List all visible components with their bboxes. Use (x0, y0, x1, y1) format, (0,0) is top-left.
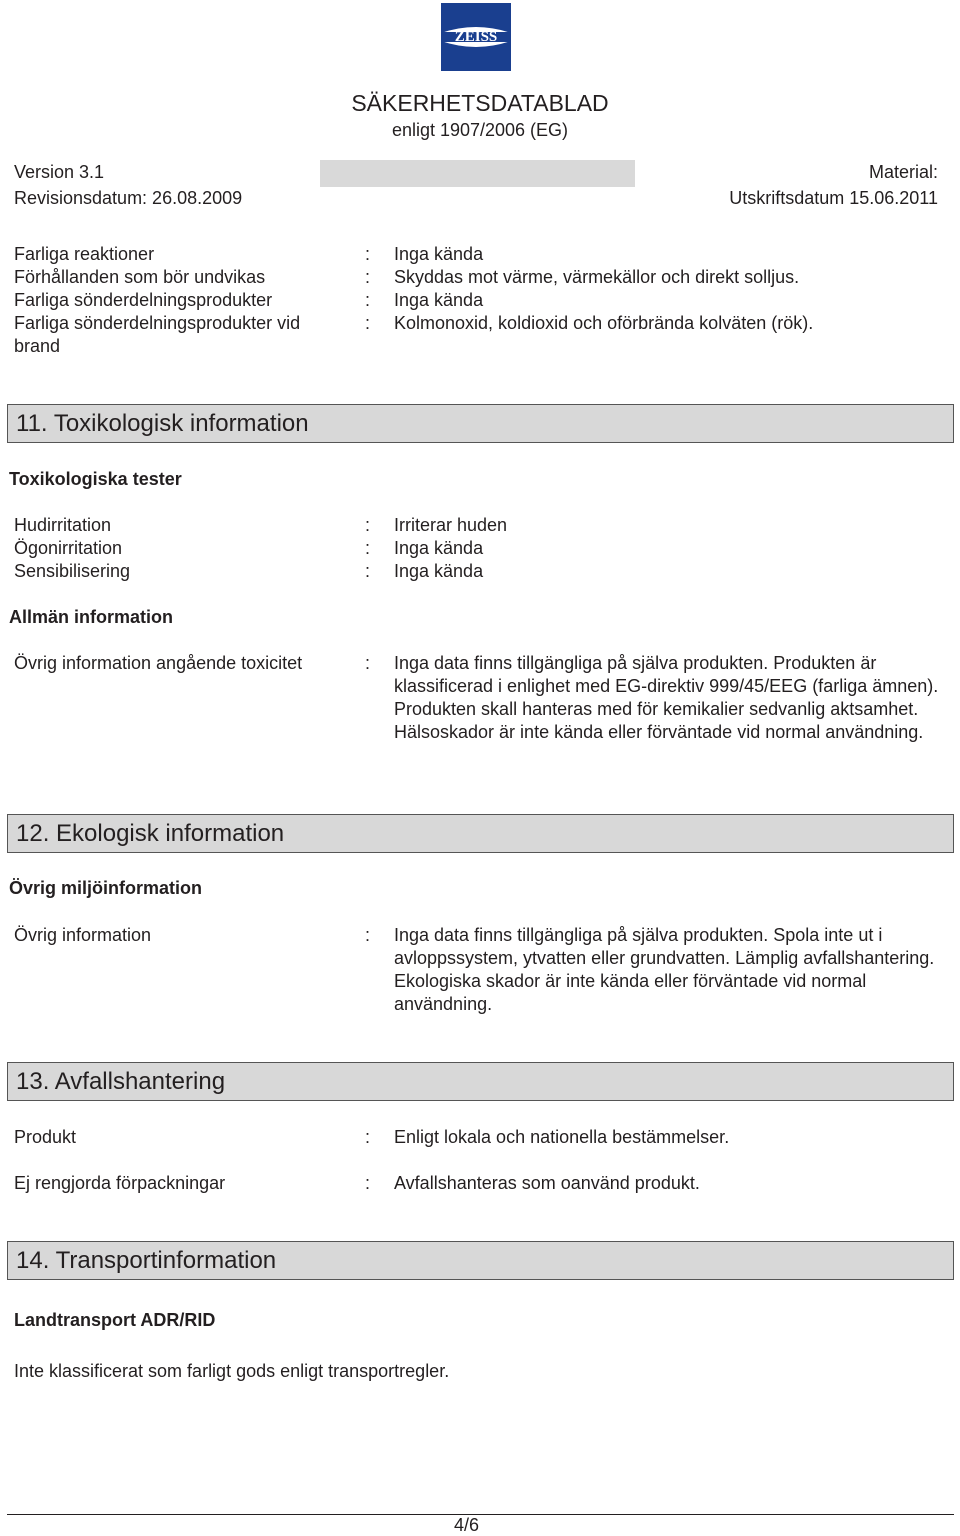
row-colon: : (365, 925, 371, 945)
subheading-tox-tests: Toxikologiska tester (9, 469, 182, 489)
row-label: Farliga sönderdelningsprodukter vid brand (14, 313, 301, 356)
row-colon: : (365, 561, 371, 581)
row-value: Inga data finns tillgängliga på själva produkten. Produkten är klassificerad i enlighet med EG-direktiv 999/45/EEG (farliga ämnen). Produkten skall hanteras med för kemikalier sedvanlig aktsamhet. Hälsoskador är inte kända eller förväntade vid normal användning. (394, 653, 939, 742)
row-colon: : (365, 1173, 371, 1193)
row-value: Kolmonoxid, koldioxid och oförbrända kolväten (rök). (394, 313, 814, 333)
material-field-bar (320, 160, 635, 187)
row-value: Skyddas mot värme, värmekällor och direkt solljus. (394, 267, 800, 287)
section-12-heading: 12. Ekologisk information (7, 814, 954, 853)
zeiss-logo (441, 3, 511, 71)
row-label: Sensibilisering (14, 561, 131, 581)
row-label: Hudirritation (14, 515, 112, 535)
row-label: Ögonirritation (14, 538, 123, 558)
row-value: Inga kända (394, 244, 484, 264)
subheading-env-info: Övrig miljöinformation (9, 878, 203, 898)
row-label: Ej rengjorda förpackningar (14, 1173, 226, 1193)
material-label: Material: (868, 162, 938, 182)
svg-text:ZEISS: ZEISS (454, 29, 498, 45)
revision-date: Revisionsdatum: 26.08.2009 (14, 188, 243, 208)
row-colon: : (365, 244, 371, 264)
row-label: Övrig information angående toxicitet (14, 653, 303, 673)
row-value: Inga kända (394, 538, 484, 558)
row-colon: : (365, 290, 371, 310)
section-11-heading: 11. Toxikologisk information (7, 404, 954, 443)
row-colon: : (365, 538, 371, 558)
row-value: Enligt lokala och nationella bestämmelser. (394, 1127, 730, 1147)
row-value: Inga kända (394, 290, 484, 310)
row-value: Inga data finns tillgängliga på själva produkten. Spola inte ut i avloppssystem, ytvatten eller grundvatten. Lämplig avfallshantering. Ekologiska skador är inte kända eller förväntade vid normal användning. (394, 925, 935, 1014)
row-value: Irriterar huden (394, 515, 508, 535)
row-label: Farliga reaktioner (14, 244, 155, 264)
document-subtitle: enligt 1907/2006 (EG) (391, 120, 569, 140)
row-label: Produkt (14, 1127, 77, 1147)
print-date: Utskriftsdatum 15.06.2011 (729, 188, 938, 208)
row-colon: : (365, 653, 371, 673)
subheading-general-info: Allmän information (9, 607, 174, 627)
section-13-heading: 13. Avfallshantering (7, 1062, 954, 1101)
page-number: 4/6 (454, 1515, 480, 1535)
row-colon: : (365, 1127, 371, 1147)
section-14-heading: 14. Transportinformation (7, 1241, 954, 1280)
row-colon: : (365, 515, 371, 535)
transport-note: Inte klassificerat som farligt gods enligt transportregler. (14, 1361, 450, 1381)
subheading-land-transport: Landtransport ADR/RID (14, 1310, 216, 1330)
document-title: SÄKERHETSDATABLAD (351, 90, 609, 116)
row-label: Förhållanden som bör undvikas (14, 267, 266, 287)
row-label: Övrig information (14, 925, 152, 945)
version-label: Version 3.1 (14, 162, 105, 182)
footer-divider (7, 1514, 954, 1515)
row-colon: : (365, 313, 371, 333)
row-value: Avfallshanteras som oanvänd produkt. (394, 1173, 700, 1193)
row-label: Farliga sönderdelningsprodukter (14, 290, 273, 310)
row-colon: : (365, 267, 371, 287)
row-value: Inga kända (394, 561, 484, 581)
